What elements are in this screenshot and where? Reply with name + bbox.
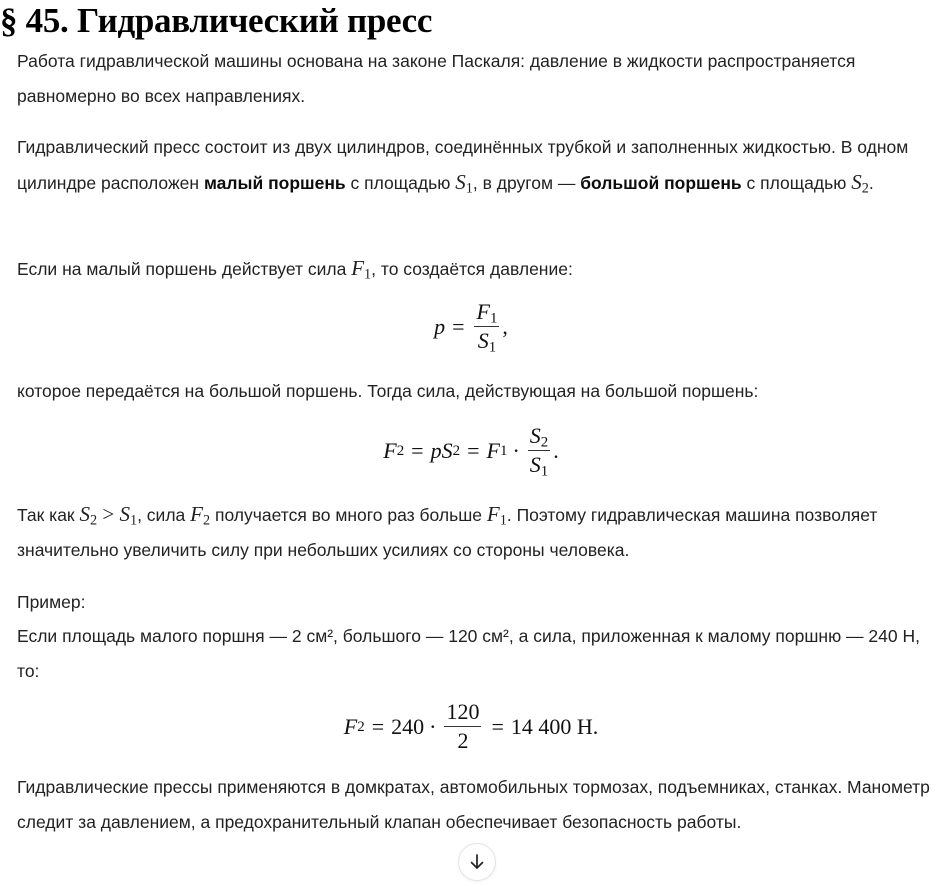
fraction-numerator xyxy=(474,300,499,327)
math-subscript: 2 xyxy=(89,512,98,529)
math-f1 xyxy=(351,256,372,283)
paragraph-pascal-law: Работа гидравлической машины основана на законе Паскаля: давление в жидкости распространяется равномерно во всех направлениях. xyxy=(17,51,856,106)
math-symbol: F xyxy=(383,437,397,463)
bold-small-piston: малый поршень xyxy=(203,172,346,193)
math-operator: · xyxy=(512,437,520,463)
math-subscript: 2 xyxy=(202,512,211,529)
math-symbol: F xyxy=(486,502,500,526)
math-symbol: F xyxy=(351,256,365,280)
text: . xyxy=(868,172,874,193)
math-symbol: S xyxy=(851,169,862,194)
example-label: Пример: xyxy=(17,592,86,612)
math-subscript: 1 xyxy=(465,180,473,197)
math-symbol: S xyxy=(441,437,453,463)
text: получается во много раз больше xyxy=(210,505,487,525)
fraction xyxy=(474,299,499,356)
text: , в другом — xyxy=(472,172,581,193)
fraction-denominator xyxy=(528,451,550,480)
math-f2 xyxy=(190,502,211,529)
text: , то создаётся давление: xyxy=(371,259,573,279)
math-s1 xyxy=(455,169,473,197)
math-s2 xyxy=(851,169,869,197)
math-symbol: S xyxy=(529,423,541,448)
paragraph-force-small-piston xyxy=(17,251,942,287)
math-subscript: 2 xyxy=(861,180,869,197)
math-symbol: p xyxy=(434,313,446,339)
math-operator: = xyxy=(452,313,465,339)
math-subscript: 1 xyxy=(540,463,549,480)
example-text: Если площадь малого поршня — 2 см², большого — 120 см², а сила, приложенная к малому поршню — 240 Н, то: xyxy=(17,626,920,681)
math-symbol: S xyxy=(529,452,541,477)
math-symbol: p xyxy=(430,437,442,463)
paragraph-applications: Гидравлические прессы применяются в домкратах, автомобильных тормозах, подъемниках, станках. Манометр следит за давлением, а предохранительный клапан обеспечивает безопасность работы. xyxy=(17,777,930,832)
math-symbol: S xyxy=(455,169,466,194)
paragraph-transfer: которое передаётся на большой поршень. Тогда сила, действующая на большой поршень: xyxy=(17,381,759,401)
page-title: § 45. Гидравлический пресс xyxy=(0,1,433,40)
math-punctuation: , xyxy=(502,313,508,339)
math-symbol: F xyxy=(190,502,203,526)
math-symbol: F xyxy=(476,299,490,324)
text: с площадью xyxy=(345,172,456,193)
fraction-numerator: 120 xyxy=(444,700,481,727)
math-operator: = xyxy=(411,437,424,463)
math-subscript: 1 xyxy=(499,512,507,529)
text: . Поэтому гидравлическая машина позволяет значительно увеличить силу при небольших усилиях со стороны человека. xyxy=(17,505,878,560)
fraction xyxy=(444,700,481,753)
formula-pressure xyxy=(0,299,942,356)
fraction-denominator xyxy=(476,327,498,356)
fraction-numerator xyxy=(528,424,550,451)
math-symbol: S xyxy=(79,502,90,526)
math-subscript: 1 xyxy=(488,339,497,356)
math-result: 14 400 Н. xyxy=(510,713,599,739)
paragraph-press-structure xyxy=(17,130,942,200)
math-symbol: S xyxy=(119,502,130,526)
formula-large-force: F 2 = p S 2 = F 1 · $\frac{S_2}{S_1}$ . xyxy=(383,423,559,480)
fraction xyxy=(528,423,550,480)
math-operator: = xyxy=(371,713,385,739)
math-number: 240 xyxy=(391,713,425,739)
math-punctuation: . xyxy=(553,437,559,463)
math-operator: > xyxy=(97,502,120,526)
text: Если на малый поршень действует сила xyxy=(17,259,352,279)
math-symbol: F xyxy=(486,437,500,463)
scroll-down-button[interactable] xyxy=(458,843,496,881)
math-subscript: 1 xyxy=(129,512,138,529)
text: с площадью xyxy=(741,172,852,193)
formula-example: F 2 = 240 · $\frac{120}{2}$ = 14 400 Н. xyxy=(343,699,599,753)
paragraph-conclusion xyxy=(17,497,942,567)
text: Так как xyxy=(17,505,80,525)
math-s2 xyxy=(79,502,98,529)
math-subscript: 1 xyxy=(364,266,372,283)
math-symbol: S xyxy=(477,328,489,353)
math-subscript: 1 xyxy=(489,310,498,327)
text: Гидравлический пресс состоит из двух цилиндров, соединённых трубкой и заполненных жидкостью. В одном цилиндре расположен xyxy=(17,137,909,193)
math-f1 xyxy=(486,502,507,529)
math-operator: = xyxy=(491,713,504,739)
math-operator: = xyxy=(467,437,480,463)
math-s1 xyxy=(119,502,138,529)
bold-large-piston: большой поршень xyxy=(580,172,742,193)
arrow-down-icon xyxy=(468,853,486,871)
text: , сила xyxy=(137,505,191,525)
fraction-denominator: 2 xyxy=(457,728,469,753)
math-symbol: F xyxy=(343,713,358,739)
math-subscript: 2 xyxy=(540,434,549,451)
math-operator: · xyxy=(429,713,437,739)
